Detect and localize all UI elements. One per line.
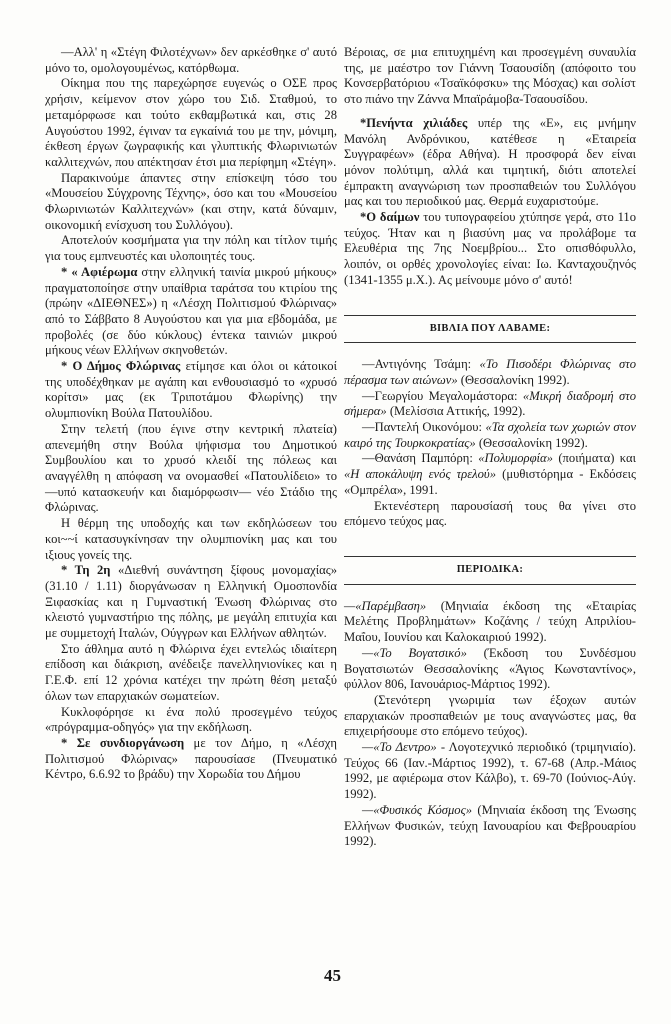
book-title: «Το Πισοδέρι Φλώρινας στο πέρασμα των αιώνων»: [344, 357, 636, 387]
paragraph-veroia: Βέροιας, σε μια επιτυχημένη και προσεγμένη συναυλία της, με μαέστρο τον Γιάννη Τσαουσίδη (απόφοιτο του Κονσερβατόριου «Τσαϊκόφσκυ» της Μόσχας) και σολίστ στο πιάνο την Ζάννα Μπαϊράμοβα-Τσαουσίδου.: [344, 45, 636, 107]
periodical-item: [344, 740, 636, 803]
paragraph-body: ετίμησε και όλοι οι κάτοικοί της υποδέχθηκαν με αγάπη και ενθουσιασμό το «χρυσό κορίτσι» μας (εκ Τριποτάμου Φλωρίνης) την ολυμπιονίκη Βούλα Πατουλίδου.: [45, 359, 337, 421]
book-item: [344, 357, 636, 388]
book-details: (Θεσσαλονίκη 1992).: [457, 372, 570, 387]
book-title: «Μικρή διαδρομή στο σήμερα»: [344, 388, 636, 419]
paragraph-dimos: [45, 359, 337, 422]
paragraph-programma: Κυκλοφόρησε κι ένα πολύ προσεγμένο τεύχος «πρόγραμμα-οδηγός» για την εκδήλωση.: [45, 704, 337, 735]
paragraph-syndiorganosi: [45, 736, 337, 783]
lead-bold: * « Αφιέρωμα: [61, 264, 138, 279]
lead-bold: * Ο Δήμος Φλώρινας: [61, 359, 181, 374]
book-details: (Μελίσσια Αττικής, 1992).: [386, 404, 526, 419]
book-author: —Παντελή Οικονόμου:: [362, 420, 486, 435]
left-column: [45, 45, 337, 783]
paragraph-body: με τον Δήμο, η «Λέσχη Πολιτισμού Φλώρινας» παρουσίασε (Πνευματικό Κέντρο, 6.6.92 το βράδυ) την Χορωδία του Δήμου: [45, 735, 337, 782]
lead-bold: * Τη 2η: [61, 563, 111, 578]
paragraph-oikima: Οίκημα που της παρεχώρησε ευγενώς ο ΟΣΕ προς χρήσιν, κείμενον στον χώρο του Σιδ. Σταθμού, το μεταμόρφωσε και τούτο εκθαμβωτικά και, στις 28 Αυγούστου 1992, έγιναν τα εγκαίνιά του με την, μόνιμη, έκθεση έργων ζωγραφικής και γλυπτικής Φλωρινιωτών καλλιτεχνών, που απέκτησαν έτσι μια περίφημη «Στέγη».: [45, 76, 337, 169]
periodical-title: —«Φυσικός Κόσμος»: [362, 802, 473, 817]
paragraph-thermi: Η θέρμη της υποδοχής και των εκδηλώσεων του κοι~~ί κατασυγκίνησαν την ολυμπιονίκη μας και του ιξιους γονείς της.: [45, 516, 337, 562]
paragraph-afieroma: [45, 265, 337, 359]
book-title: «Η αποκάλυψη ενός τρελού»: [344, 467, 497, 482]
paragraph-teleti: Στην τελετή (που έγινε στην κεντρική πλατεία) απενεμήθη στην Βούλα ψήφισμα του Δημοτικού Συμβουλίου και το χρυσό κλειδί της πόλεως και αναγγέλθη η απόφαση να ονομασθεί «Πατουλίδειο» το —υπό κατασκευήν και διαμόρφωσιν— νέο Στάδιο της Φλώρινας.: [45, 421, 337, 515]
paragraph-body: του τυπογραφείου χτύπησε γερά, στο 11ο τεύχος. Ήταν και η βιασύνη μας να προλάβομε τα Ελευθέρια της 7ης Νοεμβρίου... Στο οπισθόφυλλο, λοιπόν, οι ορθές χρονολογίες είναι: Ιω. Κανταχουζηνός (1341-1355 μ.Χ.). Ας μείνουμε μόνο σ' αυτό!: [344, 210, 636, 287]
periodical-title: —«Παρέμβαση»: [344, 598, 427, 613]
book-details: (Θεσσαλονίκη 1992).: [475, 435, 588, 450]
book-item: [344, 451, 636, 498]
periodical-title: —«Το Δεντρο»: [362, 740, 437, 755]
paragraph-donation: [344, 116, 636, 210]
books-note: Εκτενέστερη παρουσίασή τους θα γίνει στο επόμενο τεύχος μας.: [344, 498, 636, 529]
book-title: «Τα σχολεία των χωριών στον καιρό της Τουρκοκρατίας»: [344, 420, 636, 450]
paragraph-xifos: [45, 563, 337, 642]
paragraph-stegi: —Αλλ' η «Στέγη Φιλοτέχνων» δεν αρκέσθηκε σ' αυτό μόνο το, ομολογουμένως, κατόρθωμα.: [45, 45, 337, 75]
paragraph-body: υπέρ της «Ε», εις μνήμην Μανόλη Ανδρόνικου, κατέθεσε η «Εταιρεία Συγγραφέων» (έδρα Αθήνα). Η προσφορά δεν είναι μόνον πολύτιμη, αλλά και τιμητική, διότι αποτελεί έμπρακτη αναγνώριση των προσπαθειών του Συλλόγου μας και του περιοδικού μας. Θερμά ευχαριστούμε.: [344, 115, 636, 209]
paragraph-athlima: Στο άθλημα αυτό η Φλώρινα έχει εντελώς ιδιαίτερη επίδοση και διάκριση, ανέδειξε πανελληνιονίκες και η Γ.Ε.Φ. επί 12 χρόνια κατέχει την πρώτη θέση μεταξύ όλων των επαρχιακών σωματείων.: [45, 641, 337, 703]
paragraph-kosmimata: Αποτελούν κοσμήματα για την πόλη και τίτλον τιμής για τους εμπνευστές και υλοποιητές τους.: [45, 233, 337, 264]
periodical-details: (Έκδοση του Συνδέσμου Βογατσιωτών Θεσσαλονίκης «Άγιος Κωνσταντίνος», φύλλον 806, Ιανουάριος-Μάρτιος 1992).: [344, 645, 637, 692]
books-heading: ΒΙΒΛΙΑ ΠΟΥ ΛΑΒΑΜΕ:: [344, 315, 636, 344]
book-item: [344, 389, 636, 420]
paragraph-body: στην ελληνική ταινία μικρού μήκους» πραγματοποίησε στην υπαίθρια ταράτσα του κτιρίου της (πρώην «ΔΙΕΘΝΕΣ») η «Λέσχη Πολιτισμού Φλώρινας» από το Σάββατο 8 Αυγούστου και για μια εβδομάδα, με προβολές (σε δύο κύκλους) έντεκα ταινιών μικρού μήκους νέων Ελλήνων σκηνοθετών.: [45, 264, 337, 358]
paragraph-body: «Διεθνή συνάντηση ξίφους μονομαχίας» (31.10 / 1.11) διοργάνωσαν η Ελληνική Ομοσπονδία Ξιφασκίας και η Γυμναστική Ένωση Φλώρινας στο κλειστό γυμναστήριο της πόλης, με μεγάλη επιτυχία και με συμμετοχή Ιταλών, Ούγγρων και Ελλήνων αθλητών.: [45, 563, 337, 641]
lead-bold: *Πενήντα χιλιάδες: [360, 115, 468, 130]
paragraph-daimon: [344, 210, 636, 289]
periodical-title: —«Το Βογατσικό»: [362, 645, 467, 660]
periodical-details: - Λογοτεχνικό περιοδικό (τριμηνιαίο). Τεύχος 66 (Ιαν.-Μάρτιος 1992), τ. 67-68 (Απρ.-Μάιος 1992, με αφιέρωμα στον Κάλβο), τ. 69-70 (Ιούνιος-Αύγ. 1992).: [344, 740, 636, 802]
book-author: —Αντιγόνης Τσάμη:: [362, 357, 480, 372]
periodical-item: [344, 599, 636, 646]
book-details: (μυθιστόρημα - Εκδόσεις «Ομπρέλα», 1991.: [344, 467, 636, 497]
lead-bold: * Σε συνδιοργάνωση: [61, 735, 185, 750]
book-title: «Πολυμορφία»: [478, 451, 553, 466]
book-author: —Γεωργίου Μεγαλομάστορα:: [362, 388, 523, 403]
book-details: (ποιήματα) και: [552, 451, 636, 466]
periodical-item: [344, 803, 636, 850]
periodicals-note: (Στενότερη γνωριμία των έξοχων αυτών επαρχιακών προσπαθειών με τους αναγνώστες μας, θα επιχειρήσουμε στο επόμενο τεύχος).: [344, 692, 636, 739]
book-item: [344, 420, 636, 451]
lead-bold: *Ο δαίμων: [360, 210, 420, 225]
periodical-item: [344, 646, 636, 693]
periodical-details: (Μηνιαία έκδοση της «Εταιρίας Μελέτης Προβλημάτων» Κοζάνης / τεύχη Απριλίου-Μαΐου, Ιουνίου και Καλοκαιριού 1992).: [344, 598, 636, 645]
book-author: —Θανάση Παμπόρη:: [362, 451, 479, 466]
periodical-details: (Μηνιαία έκδοση της Ένωσης Ελλήνων Φυσικών, τεύχη Ιανουαρίου και Φεβρουαρίου 1992).: [344, 802, 636, 849]
page-number: 45: [324, 966, 341, 985]
paragraph-museums: Παρακινούμε άπαντες στην επίσκεψη τόσο του «Μουσείου Σύγχρονης Τέχνης», όσο και του «Μουσείου Φλωρινιωτών Καλλιτεχνών» (και στην, κατά δύναμιν, οικονομική ενίσχυση του Συλλόγου).: [45, 170, 337, 232]
periodicals-heading: ΠΕΡΙΟΔΙΚΑ:: [344, 556, 636, 585]
right-column: [344, 45, 636, 850]
